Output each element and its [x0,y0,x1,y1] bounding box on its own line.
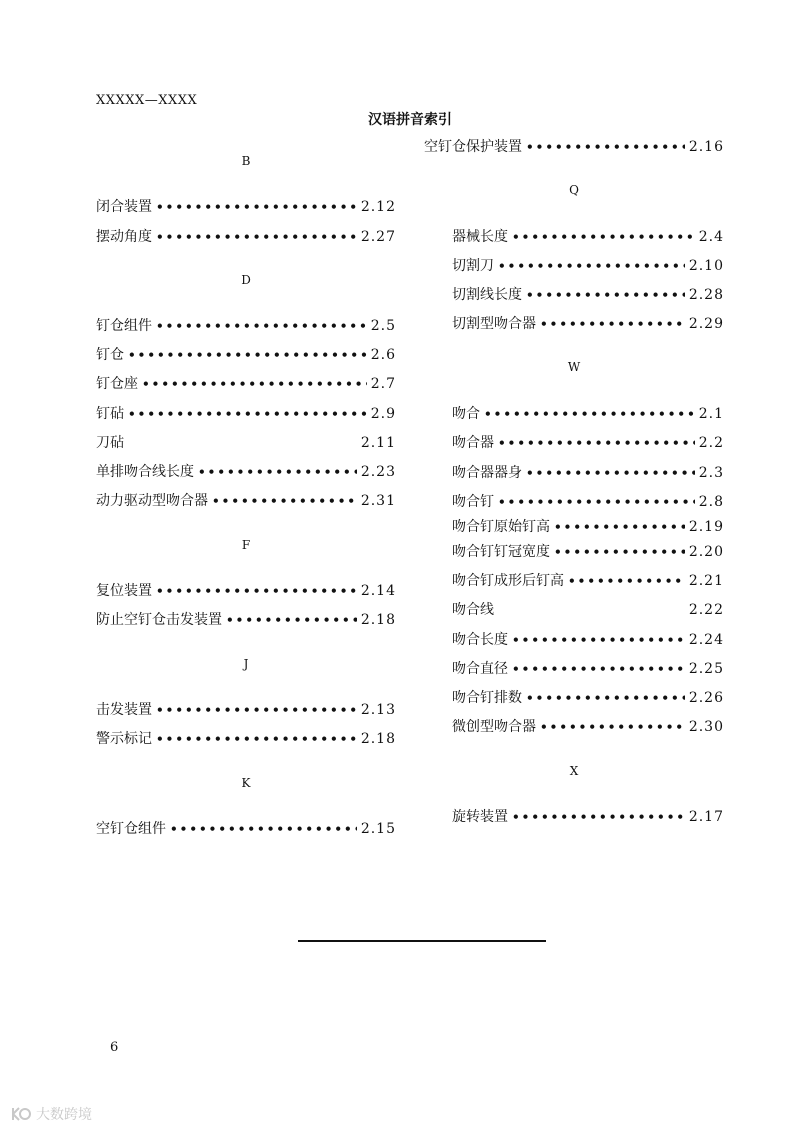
entry-label: 钉砧 [96,406,124,422]
index-entry [452,599,724,619]
entry-number: 2.11 [360,435,396,451]
index-entry [96,461,396,481]
entry-number: 2.31 [360,493,396,509]
entry-number: 2.29 [688,316,724,332]
entry-number: 2.5 [370,318,396,334]
index-entry [452,462,724,482]
index-entry [96,315,396,335]
leader-dots [484,407,695,421]
entry-label: 吻合长度 [452,632,508,648]
leader-dots [212,494,357,508]
entry-label: 击发装置 [96,702,152,718]
index-entry [96,818,396,838]
entry-label: 器械长度 [452,229,508,245]
entry-number: 2.23 [360,464,396,480]
entry-label: 警示标记 [96,731,152,747]
leader-dots [526,691,685,705]
index-entry [96,609,396,629]
leader-dots [128,348,367,362]
index-entry [452,629,724,649]
index-entry [452,687,724,707]
leader-dots [156,230,357,244]
entry-number: 2.20 [688,544,724,560]
section-letter-w: W [567,360,581,374]
entry-label: 吻合线 [452,602,494,618]
entry-label: 吻合器器身 [452,465,522,481]
document-code: XXXXX—XXXX [96,93,198,108]
index-entry [96,728,396,748]
index-entry [96,432,396,452]
entry-number: 2.21 [688,573,724,589]
entry-number: 2.19 [688,519,724,535]
section-letter-j: J [243,657,249,671]
entry-label: 吻合器 [452,435,494,451]
entry-number: 2.14 [360,583,396,599]
leader-dots [526,466,695,480]
leader-dots [498,495,695,509]
entry-number: 2.12 [360,199,396,215]
entry-number: 2.30 [688,719,724,735]
entry-label: 钉仓座 [96,376,138,392]
entry-number: 2.9 [370,406,396,422]
index-entry [452,516,724,536]
index-entry [96,373,396,393]
index-entry [452,313,724,333]
index-entry [96,344,396,364]
entry-number: 2.18 [360,612,396,628]
entry-number: 2.1 [698,406,724,422]
entry-label: 吻合 [452,406,480,422]
entry-label: 切割线长度 [452,287,522,303]
index-entry [96,196,396,216]
page-title: 汉语拼音索引 [368,112,452,128]
entry-number: 2.13 [360,702,396,718]
leader-dots [128,407,367,421]
leader-dots [512,662,685,676]
leader-dots [526,140,685,154]
leader-dots [540,317,685,331]
index-entry [452,716,724,736]
leader-dots [156,584,357,598]
leader-dots [512,230,695,244]
watermark-text: 大数跨境 [36,1107,92,1123]
entry-number: 2.3 [698,465,724,481]
watermark-logo-icon [10,1105,32,1123]
leader-dots [498,436,695,450]
entry-number: 2.8 [698,494,724,510]
end-rule [298,940,546,942]
entry-label: 动力驱动型吻合器 [96,493,208,509]
section-letter-q: Q [569,183,579,197]
index-entry [452,491,724,511]
entry-label: 钉仓组件 [96,318,152,334]
index-entry [96,226,396,246]
entry-number: 2.4 [698,229,724,245]
section-letter-x: X [569,764,579,778]
entry-label: 钉仓 [96,347,124,363]
leader-dots [568,574,685,588]
entry-number: 2.17 [688,809,724,825]
entry-number: 2.2 [698,435,724,451]
index-entry [452,226,724,246]
entry-number: 2.16 [688,139,724,155]
entry-label: 复位装置 [96,583,152,599]
leader-dots [226,613,357,627]
entry-label: 切割刀 [452,258,494,274]
section-letter-f: F [241,538,251,552]
entry-number: 2.27 [360,229,396,245]
leader-dots [156,319,367,333]
index-entry [452,255,724,275]
leader-dots [512,633,685,647]
entry-label: 吻合钉钉冠宽度 [452,544,550,560]
index-entry [96,580,396,600]
watermark [10,1104,92,1124]
entry-label: 吻合钉成形后钉高 [452,573,564,589]
entry-number: 2.7 [370,376,396,392]
entry-label: 闭合装置 [96,199,152,215]
leader-dots [526,288,685,302]
entry-label: 刀砧 [96,435,124,451]
entry-label: 空钉仓保护装置 [424,139,522,155]
entry-number: 2.28 [688,287,724,303]
leader-dots [498,259,685,273]
entry-label: 切割型吻合器 [452,316,536,332]
entry-label: 防止空钉仓击发装置 [96,612,222,628]
entry-label: 吻合钉 [452,494,494,510]
index-entry [452,658,724,678]
entry-label: 摆动角度 [96,229,152,245]
index-entry [424,136,724,156]
index-entry [96,403,396,423]
leader-dots [156,732,357,746]
entry-label: 吻合直径 [452,661,508,677]
entry-number: 2.25 [688,661,724,677]
page-number: 6 [110,1040,119,1055]
index-entry [452,806,724,826]
leader-dots [142,377,367,391]
index-entry [452,570,724,590]
entry-number: 2.18 [360,731,396,747]
section-letter-d: D [241,273,251,287]
entry-number: 2.24 [688,632,724,648]
entry-label: 吻合钉排数 [452,690,522,706]
entry-label: 微创型吻合器 [452,719,536,735]
entry-label: 单排吻合线长度 [96,464,194,480]
leader-dots [156,703,357,717]
index-entry [452,403,724,423]
leader-dots [170,822,357,836]
entry-label: 旋转装置 [452,809,508,825]
entry-label: 空钉仓组件 [96,821,166,837]
leader-dots [554,545,685,559]
leader-dots [554,520,685,534]
index-entry [452,541,724,561]
entry-label: 吻合钉原始钉高 [452,519,550,535]
section-letter-b: B [241,154,251,168]
index-entry [96,699,396,719]
leader-dots [156,200,357,214]
entry-number: 2.15 [360,821,396,837]
index-entry [452,432,724,452]
index-entry [96,490,396,510]
entry-number: 2.10 [688,258,724,274]
entry-number: 2.6 [370,347,396,363]
leader-dots [198,465,357,479]
entry-number: 2.26 [688,690,724,706]
index-entry [452,284,724,304]
leader-dots [512,810,685,824]
entry-number: 2.22 [688,602,724,618]
leader-dots [540,720,685,734]
section-letter-k: K [241,776,251,790]
